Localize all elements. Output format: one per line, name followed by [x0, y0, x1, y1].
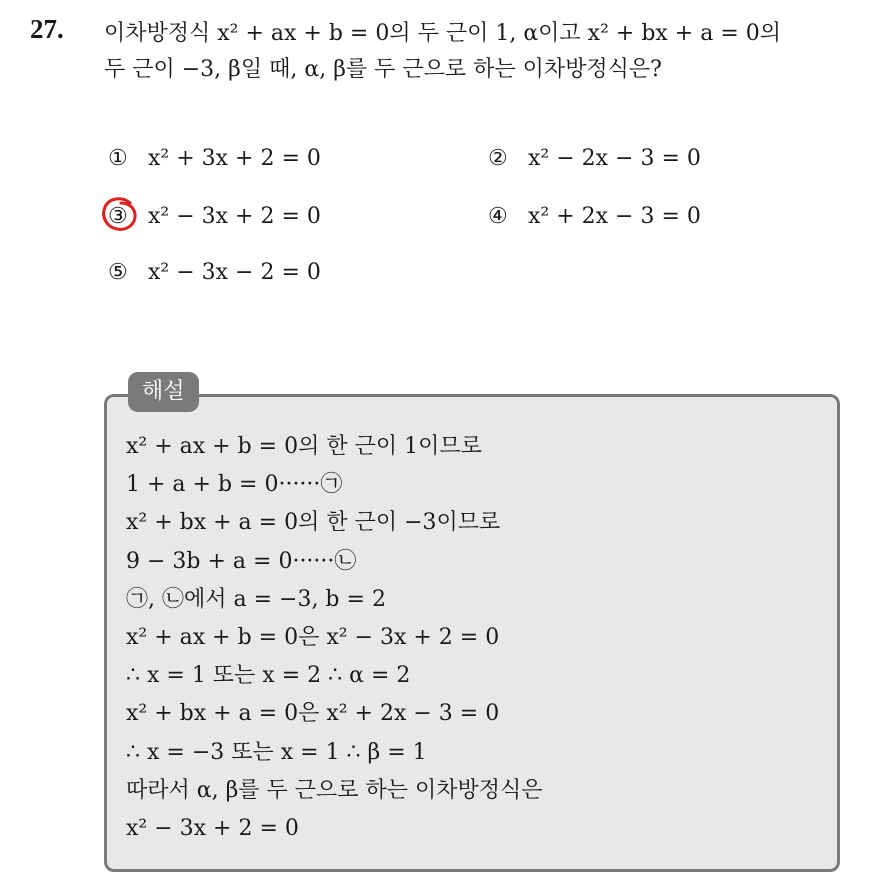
choice-2-mark: ② — [488, 146, 508, 171]
question-number: 27. — [30, 14, 64, 44]
choice-4[interactable] — [488, 202, 701, 232]
choice-1[interactable] — [108, 144, 321, 174]
solution-line: 따라서 α, β를 두 근으로 하는 이차방정식은 — [126, 777, 543, 803]
choice-5-equation: x² − 3x − 2 = 0 — [148, 260, 321, 285]
choice-2[interactable] — [488, 144, 701, 174]
choice-3-equation: x² − 3x + 2 = 0 — [148, 204, 321, 229]
solution-tab: 해설 — [128, 372, 199, 412]
solution-line: x² + ax + b = 0은 x² − 3x + 2 = 0 — [126, 624, 500, 650]
choice-4-mark: ④ — [488, 204, 508, 229]
choice-2-equation: x² − 2x − 3 = 0 — [528, 146, 701, 171]
choice-5-mark: ⑤ — [108, 260, 128, 285]
choice-1-equation: x² + 3x + 2 = 0 — [148, 146, 321, 171]
solution-line: ∴ x = 1 또는 x = 2 ∴ α = 2 — [126, 663, 411, 689]
choice-1-mark: ① — [108, 146, 128, 171]
solution-line: x² + ax + b = 0의 한 근이 1이므로 — [126, 434, 482, 459]
solution-content — [126, 428, 826, 848]
choice-4-equation: x² + 2x − 3 = 0 — [528, 204, 701, 229]
choice-5[interactable] — [108, 258, 321, 288]
solution-line: x² + bx + a = 0은 x² + 2x − 3 = 0 — [126, 701, 500, 727]
choice-3[interactable] — [108, 202, 321, 232]
solution-line: ㉠, ㉡에서 a = −3, b = 2 — [126, 586, 386, 612]
solution-line: 1 + a + b = 0······㉠ — [126, 472, 343, 498]
choice-3-mark: ③ — [108, 204, 128, 229]
answer-choices — [108, 144, 848, 294]
solution-line: 9 − 3b + a = 0······㉡ — [126, 548, 357, 574]
solution-line: x² + bx + a = 0의 한 근이 −3이므로 — [126, 510, 501, 536]
solution-line: x² − 3x + 2 = 0 — [126, 815, 299, 841]
solution-line: ∴ x = −3 또는 x = 1 ∴ β = 1 — [126, 739, 427, 765]
question-text: 이차방정식 x² + ax + b = 0의 두 근이 1, α이고 x² + bx + a = 0의 두 근이 −3, β일 때, α, β를 두 근으로 하는 이차방정식은? — [104, 21, 782, 82]
